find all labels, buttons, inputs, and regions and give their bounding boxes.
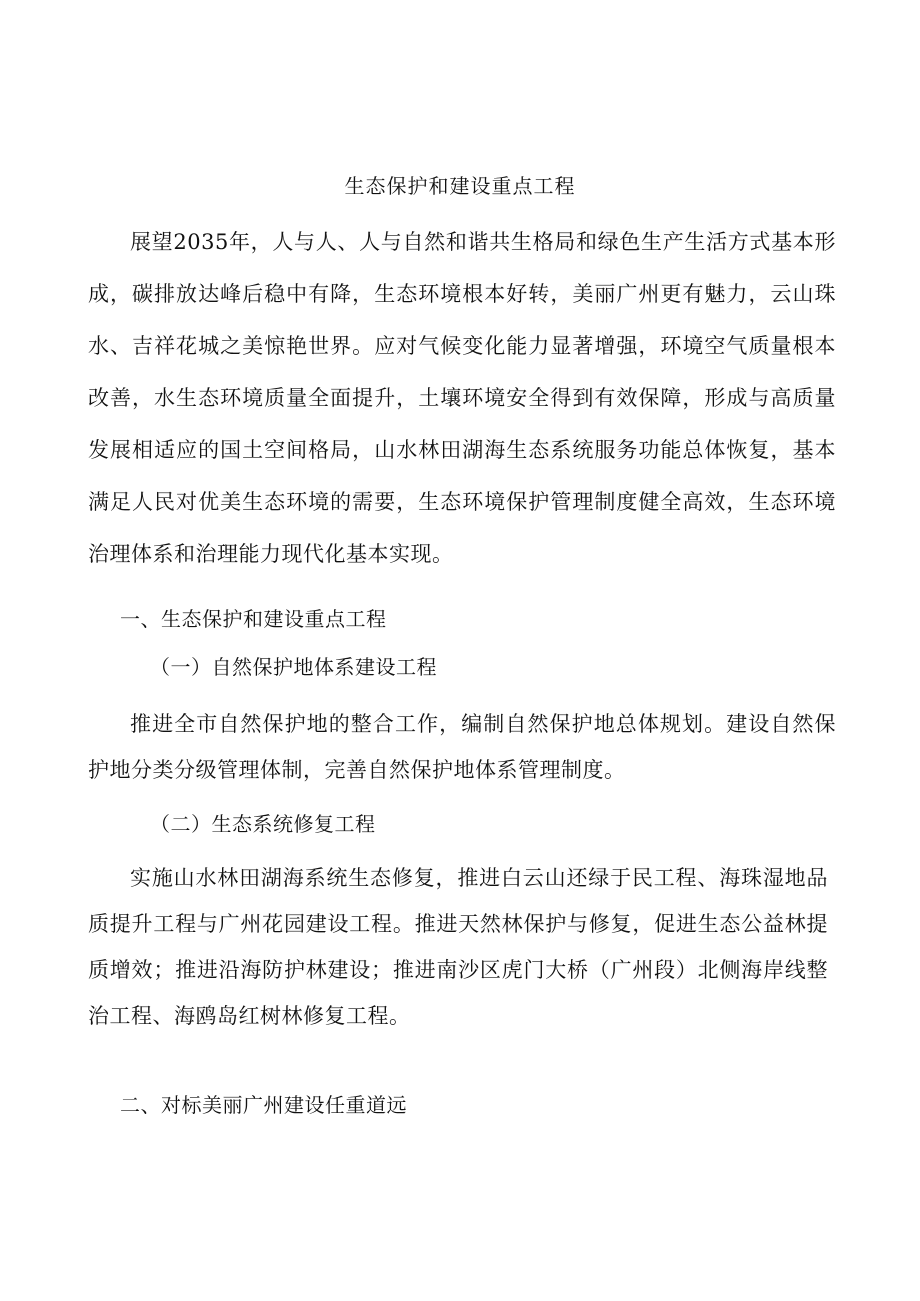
subsection-1-paragraph: 推进全市自然保护地的整合工作，编制自然保护地总体规划。建设自然保护地分类分级管理体制，完善自然保护地体系管理制度。 <box>88 712 836 782</box>
subsection-1-heading: （一）自然保护地体系建设工程 <box>150 655 437 679</box>
document-title: 生态保护和建设重点工程 <box>344 174 576 198</box>
intro-paragraph: 展望2035年，人与人、人与自然和谐共生格局和绿色生产生活方式基本形成，碳排放达峰后稳中有降，生态环境根本好转，美丽广州更有魅力，云山珠水、吉祥花城之美惊艳世界。应对气候变化能力显著增强，环境空气质量根本改善，水生态环境质量全面提升，土壤环境安全得到有效保障，形成与高质量发展相适应的国土空间格局，山水林田湖海生态系统服务功能总体恢复，基本满足人民对优美生态环境的需要，生态环境保护管理制度健全高效，生态环境治理体系和治理能力现代化基本实现。 <box>88 230 836 566</box>
section-1-heading: 一、生态保护和建设重点工程 <box>120 607 387 631</box>
subsection-2-paragraph: 实施山水林田湖海系统生态修复，推进白云山还绿于民工程、海珠湿地品质提升工程与广州花园建设工程。推进天然林保护与修复，促进生态公益林提质增效；推进沿海防护林建设；推进南沙区虎门大桥（广州段）北侧海岸线整治工程、海鸥岛红树林修复工程。 <box>88 866 828 1028</box>
section-2-heading: 二、对标美丽广州建设任重道远 <box>120 1093 407 1117</box>
subsection-2-heading: （二）生态系统修复工程 <box>150 812 376 836</box>
